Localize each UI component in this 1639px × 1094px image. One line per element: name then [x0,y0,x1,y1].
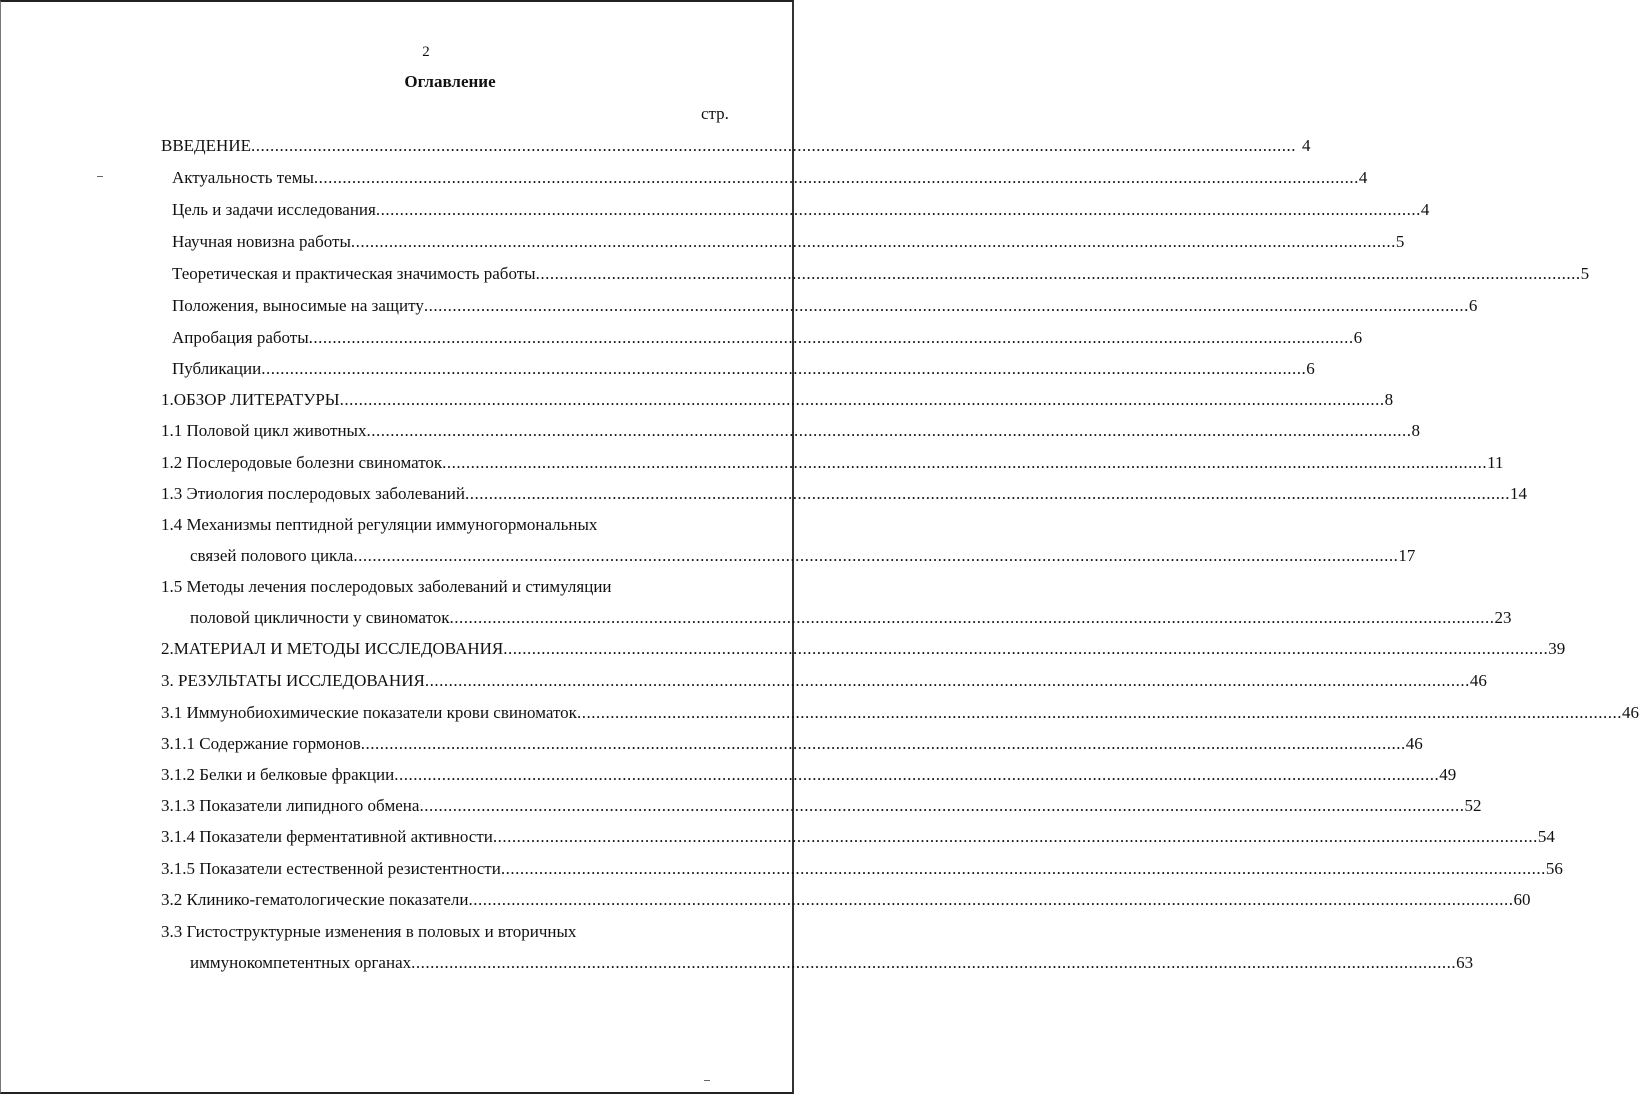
toc-entry [172,263,1590,285]
toc-entry-text: иммунокомпетентных органах [190,953,412,972]
toc-entry-page: 6 [1306,359,1315,378]
toc-entry-page: 46 [1405,734,1423,753]
toc-entry-text: 2.МАТЕРИАЛ И МЕТОДЫ ИССЛЕДОВАНИЯ [161,639,504,658]
toc-entry [161,389,1394,411]
toc-entry-text: 3. РЕЗУЛЬТАТЫ ИССЛЕДОВАНИЯ [161,671,425,690]
toc-entry-page: 49 [1439,765,1457,784]
toc-entry-text: 3.1.1 Содержание гормонов [161,734,361,753]
toc-entry [161,420,1420,442]
dot-leader: ............................................................................................................................................................................................................................ [339,390,1385,409]
dot-leader: ............................................................................................................................................................................................................................ [375,200,1421,219]
dot-leader: ............................................................................................................................................................................................................................ [464,484,1510,503]
toc-entry [172,199,1430,221]
toc-entry-page: 39 [1548,639,1566,658]
toc-entry-text: 1.3 Этиология послеродовых заболеваний [161,484,465,503]
page-column-label: стр. [701,104,729,123]
toc-entry [161,889,1531,911]
toc-entry [172,295,1478,317]
toc-entry [172,167,1368,189]
dot-leader: ............................................................................................................................................................................................................................ [353,546,1399,565]
toc-entry-page: 54 [1537,827,1555,846]
dot-leader: ............................................................................................................................................................................................................................ [250,136,1296,155]
dot-leader: ............................................................................................................................................................................................................................ [419,796,1465,815]
toc-entry-text: 3.1.4 Показатели ферментативной активности [161,827,493,846]
toc-entry [161,483,1527,505]
toc-entry-text: Теоретическая и практическая значимость работы [172,264,536,283]
toc-entry-page: 4 [1420,200,1430,219]
toc-entry-text: Апробация работы [172,328,309,347]
toc-entry-page: 6 [1468,296,1478,315]
dot-leader: ............................................................................................................................................................................................................................ [261,359,1307,378]
toc-entry [161,702,1639,724]
toc-entry-text: 3.2 Клинико-гематологические показатели [161,890,469,909]
toc-entry-text: 1.2 Послеродовые болезни свиноматок [161,453,443,472]
dot-leader: ............................................................................................................................................................................................................................ [576,703,1622,722]
toc-entry-text: половой цикличности у свиноматок [190,608,450,627]
toc-entry [172,231,1405,253]
toc-entry-page: 56 [1545,859,1563,878]
scan-mark [704,1080,710,1081]
dot-leader: ............................................................................................................................................................................................................................ [442,453,1488,472]
dot-leader: ............................................................................................................................................................................................................................ [423,296,1469,315]
toc-entry-page: 46 [1469,671,1487,690]
toc-entry-heading-line: 1.5 Методы лечения послеродовых заболеваний и стимуляции [161,577,612,596]
toc-entry-text: Научная новизна работы [172,232,351,251]
toc-entry-page: 60 [1513,890,1531,909]
toc-entry-text: Публикации [172,359,262,378]
toc-entry-page: 63 [1456,953,1474,972]
toc-entry [172,327,1363,349]
dot-leader: ............................................................................................................................................................................................................................ [500,859,1546,878]
toc-entry-page: 5 [1580,264,1590,283]
toc-entry-text: 3.1 Иммунобиохимические показатели крови свиноматок [161,703,577,722]
dot-leader: ............................................................................................................................................................................................................................ [503,639,1549,658]
toc-entry-page: 5 [1395,232,1405,251]
toc-entry [161,670,1487,692]
toc-entry [161,452,1504,474]
toc-entry-page: 6 [1353,328,1363,347]
toc-entry [161,795,1482,817]
toc-entry-text: 3.1.3 Показатели липидного обмена [161,796,420,815]
toc-entry-text: связей полового цикла [190,546,354,565]
toc-entry-page: 4 [1358,168,1368,187]
toc-entry [161,733,1423,755]
toc-entry-text: ВВЕДЕНИЕ [161,136,251,155]
dot-leader: ............................................................................................................................................................................................................................ [535,264,1581,283]
dot-leader: ............................................................................................................................................................................................................................ [308,328,1354,347]
toc-entry-page: 8 [1384,390,1394,409]
toc-entry [190,607,1512,629]
toc-entry-page: 46 [1621,703,1639,722]
toc-entry-text: 1.1 Половой цикл животных [161,421,367,440]
toc-entry-text: Цель и задачи исследования [172,200,376,219]
toc-entry [161,826,1555,848]
dot-leader: ............................................................................................................................................................................................................................ [350,232,1396,251]
toc-entry [161,858,1563,880]
toc-entry [172,358,1315,380]
toc-entry [161,638,1566,660]
toc-entry-page: 17 [1398,546,1416,565]
page-title: Оглавление [404,72,496,91]
toc-entry-text: 3.1.5 Показатели естественной резистентности [161,859,501,878]
toc-entry [161,135,1311,157]
toc-entry-page: 23 [1494,608,1512,627]
toc-entry-page: 52 [1464,796,1482,815]
dot-leader: ............................................................................................................................................................................................................................ [411,953,1457,972]
toc-entry-text: 3.1.2 Белки и белковые фракции [161,765,395,784]
scan-mark [97,176,103,177]
toc-entry-text: Положения, выносимые на защиту [172,296,424,315]
toc-entry-text: 1.ОБЗОР ЛИТЕРАТУРЫ [161,390,340,409]
dot-leader: ............................................................................................................................................................................................................................ [366,421,1412,440]
toc-entry [190,952,1474,974]
dot-leader: ............................................................................................................................................................................................................................ [424,671,1470,690]
page-number: 2 [422,44,430,60]
toc-entry-text: Актуальность темы [172,168,314,187]
toc-entry-heading-line: 3.3 Гистоструктурные изменения в половых и вторичных [161,922,577,941]
dot-leader: ............................................................................................................................................................................................................................ [313,168,1359,187]
toc-entry-page: 4 [1301,136,1311,155]
toc-entry-page: 11 [1487,453,1504,472]
toc-entry [161,764,1457,786]
dot-leader: ............................................................................................................................................................................................................................ [468,890,1514,909]
toc-entry-page: 14 [1509,484,1527,503]
dot-leader: ............................................................................................................................................................................................................................ [449,608,1495,627]
toc-entry [190,545,1416,567]
dot-leader: ............................................................................................................................................................................................................................ [394,765,1440,784]
toc-entry-heading-line: 1.4 Механизмы пептидной регуляции иммуногормональных [161,515,598,534]
toc-entry-page: 8 [1411,421,1420,440]
dot-leader: ............................................................................................................................................................................................................................ [360,734,1406,753]
dot-leader: ............................................................................................................................................................................................................................ [492,827,1538,846]
